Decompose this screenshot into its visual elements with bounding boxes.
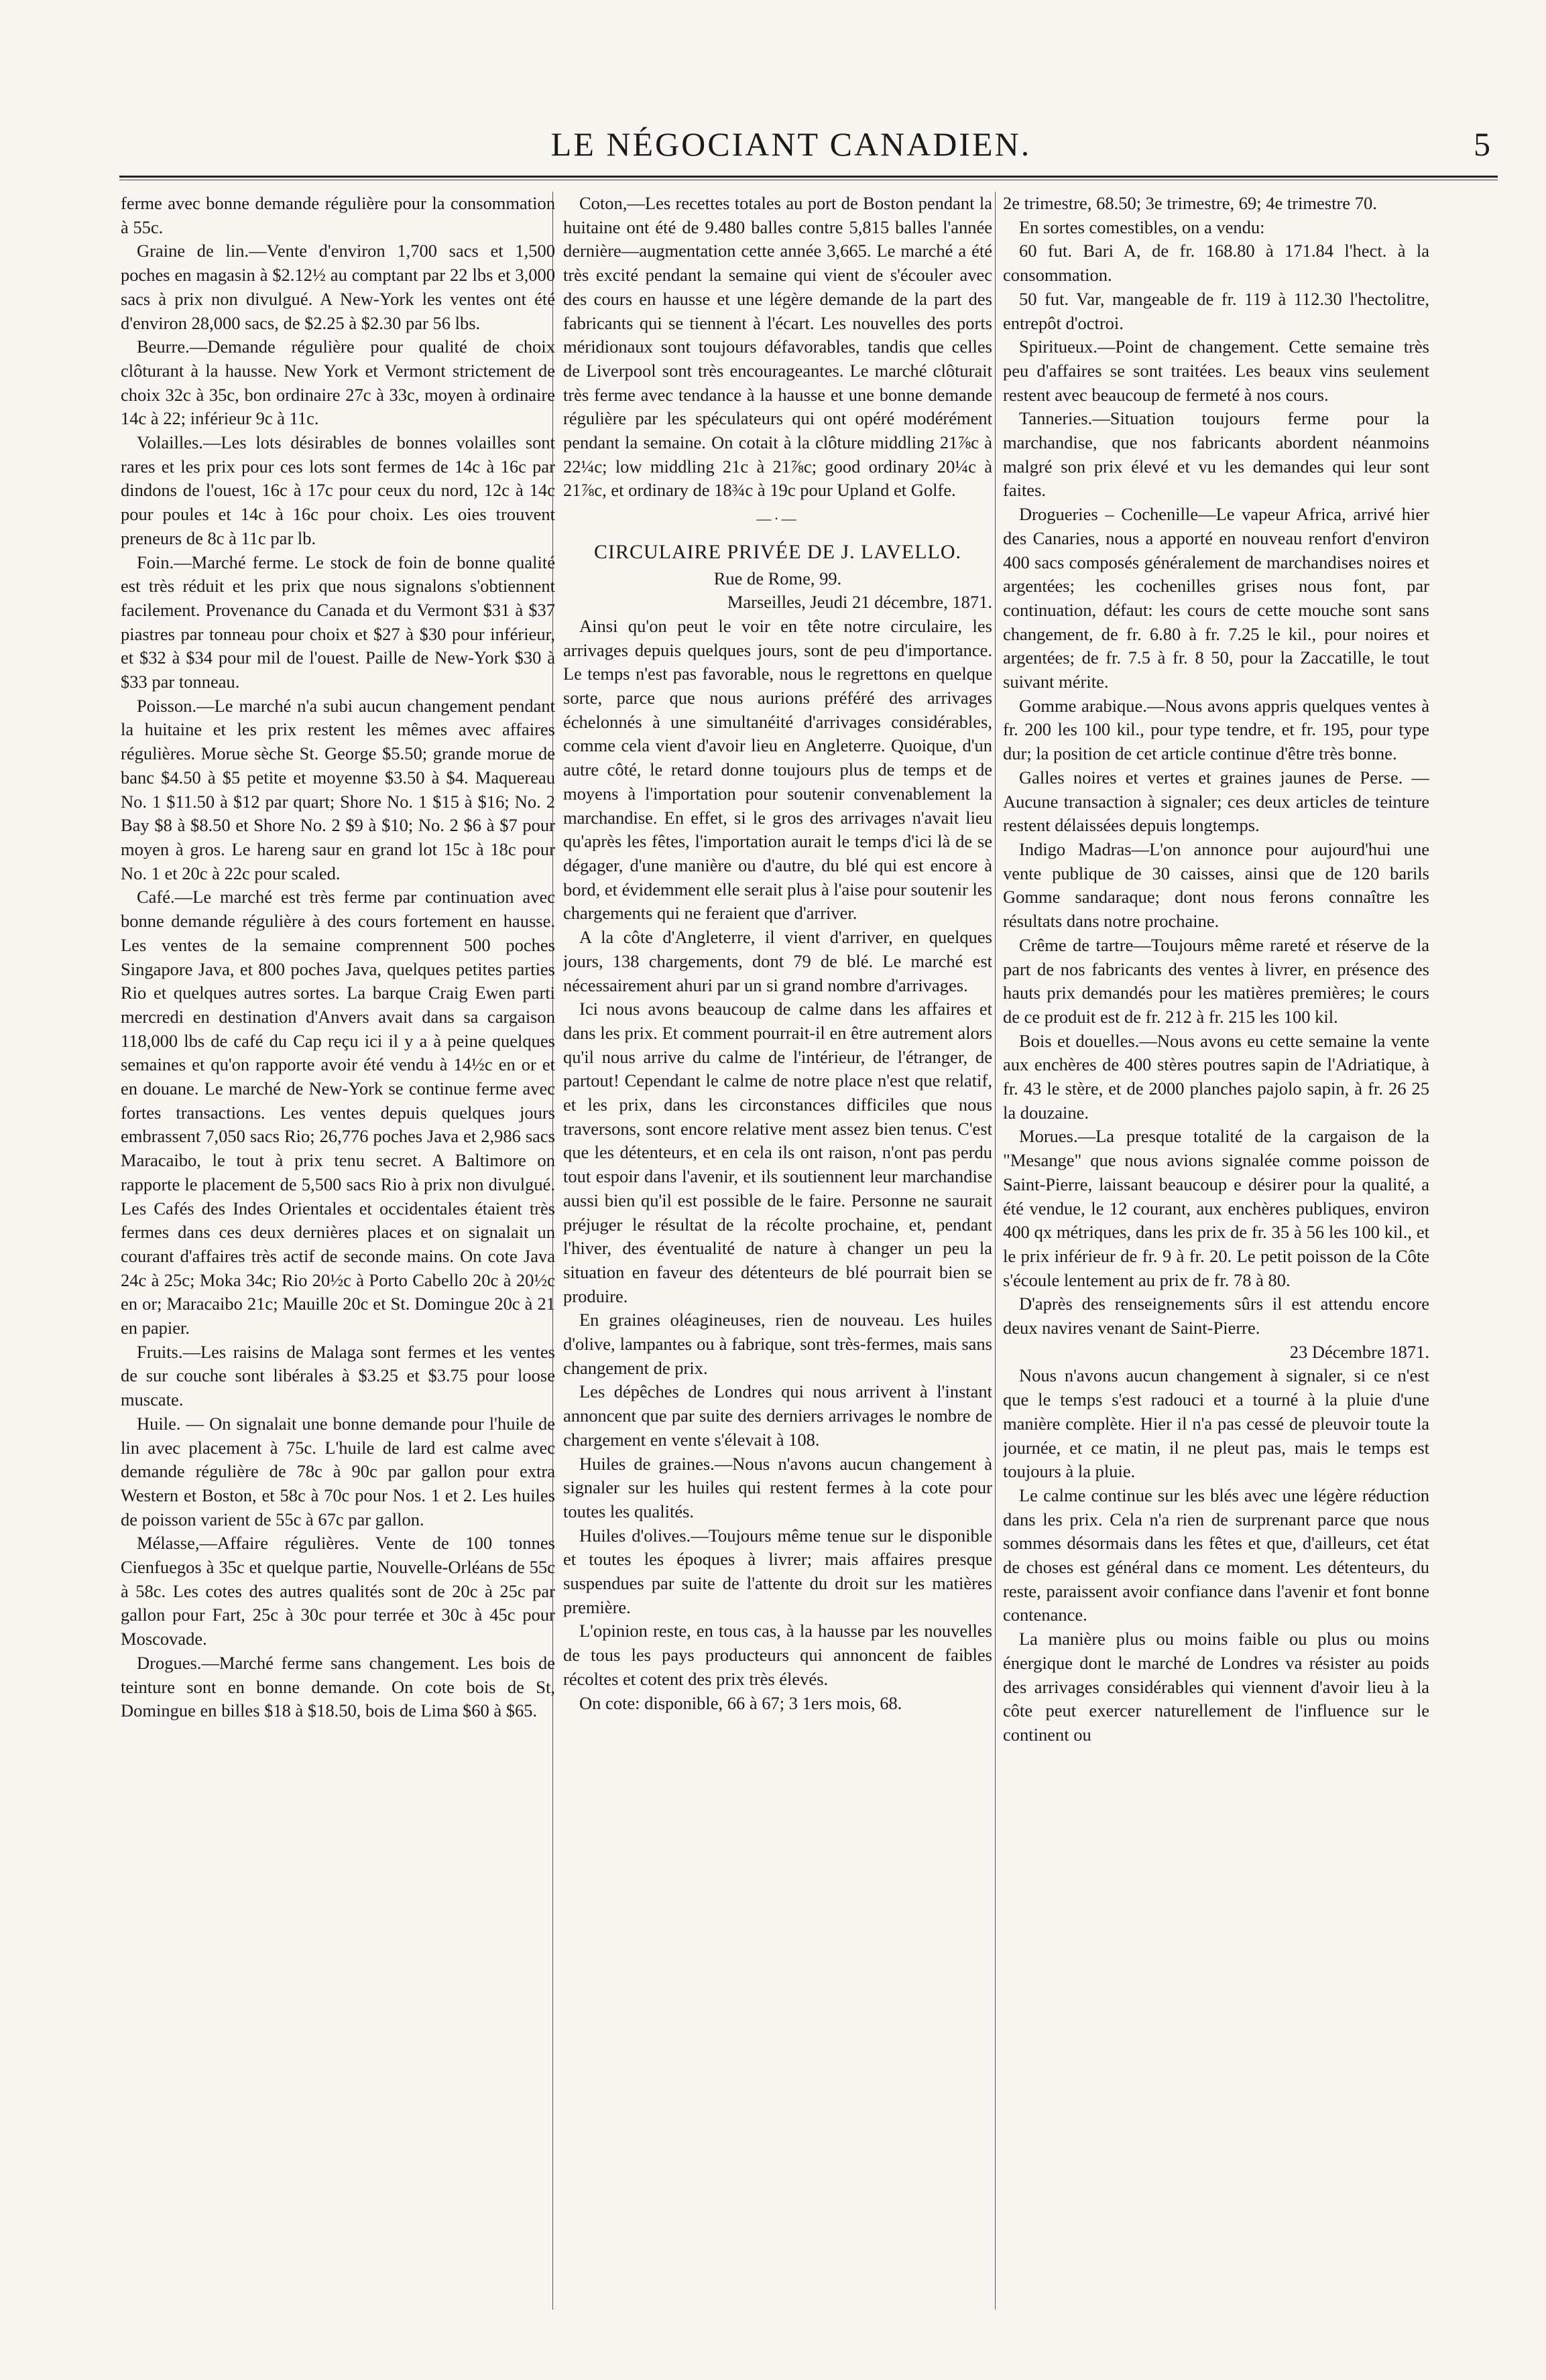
section-divider: —·— xyxy=(756,510,799,527)
column-2 xyxy=(563,192,992,2336)
paragraph-indigo: Indigo Madras—L'on annonce pour aujourd'hui une vente publique de 30 caisses, ainsi que de 120 barils Gomme sandaraque; dont nous ferons connaître les résultats dans notre prochaine. xyxy=(1003,838,1429,932)
paragraph-tanneries: Tanneries.—Situation toujours ferme pour la marchandise, que nos fabricants abordent néanmoins malgré son prix élevé et vu les demandes qui leur sont faites. xyxy=(1003,408,1429,501)
paragraph-coton: Coton,—Les recettes totales au port de Boston pendant la huitaine ont été de 9.480 balles contre 5,815 balles l'année dernière—augmentation cette année 3,665. Le marché a été très excité pendant la semaine qui vient de s'écouler avec des cours en hausse et une légère demande de la part des fabricants qui se tiennent à l'écart. Les nouvelles des ports méridionaux sont toujours défavorables, tandis que celles de Liverpool sont très encourageantes. Le marché clôturait très ferme avec tendance à la hausse et une bonne demande régulière par les spéculateurs qui ont opéré modérément pendant la semaine. On cotait à la clôture middling 21⅞c à 22¼c; low middling 21c à 21⅞c; good ordinary 20¼c à 21⅞c, et ordinary de 18¾c à 19c pour Upland et Golfe. xyxy=(563,193,992,501)
paragraph: La manière plus ou moins faible ou plus ou moins énergique dont le marché de Londres va résister au poids des arrivages considérables qui viennent d'avoir lieu à la côte peut exercer naturellement de l'influence sur le continent ou xyxy=(1003,1629,1429,1745)
newspaper-title: LE NÉGOCIANT CANADIEN. xyxy=(550,125,1032,163)
paragraph-drogueries: Drogueries – Cochenille—Le vapeur Africa, arrivé hier des Canaries, nous a apporté en nouveau renfort d'environ 400 sacs composés généralement de marchandises noires et argentées; les cochenilles grises nous font, par continuation, défaut: les cours de cette mouche sont sans changement, de fr. 6.80 à fr. 7.25 le kil., pour noires et argentées; de fr. 7.5 à fr. 8 50, pour la Zaccatille, le tout suivant mérite. xyxy=(1003,504,1429,692)
paragraph-melasse: Mélasse,—Affaire régulières. Vente de 100 tonnes Cienfuegos à 35c et quelque partie, Nouvelle-Orléans de 55c à 58c. Les cotes des autres qualités sont de 20c à 25c par gallon pour Fart, 25c à 30c pour terrée et 30c à 45c pour Moscovade. xyxy=(121,1533,555,1649)
paragraph: En sortes comestibles, on a vendu: xyxy=(1019,216,1265,237)
paragraph-huiles-d-olives: Huiles d'olives.—Toujours même tenue sur le disponible et toutes les époques à livrer; mais affaires presque suspendues par suite de l'attente du droit sur les matières première. xyxy=(563,1525,992,1617)
paragraph-graine-de-lin: Graine de lin.—Vente d'environ 1,700 sacs et 1,500 poches en magasin à $2.12½ au comptant par 22 lbs et 3,000 sacs à prix non divulgué. A New-York les ventes ont été d'environ 28,000 sacs, de $2.25 à $2.30 par 56 lbs. xyxy=(121,241,555,333)
paragraph: Ici nous avons beaucoup de calme dans les affaires et dans les prix. Et comment pourrait-il en être autrement alors qu'il nous arrive du calme de l'intérieur, de l'étranger, de partout! Cependant le calme de notre place n'est que relatif, et les prix, dans les circonstances difficiles que nous traversons, sont encore relative ment assez bien tenus. C'est que les détenteurs, et en cela ils ont raison, n'ont pas perdu tout espoir dans l'avenir, et ils soutiennent leur marchandise aussi bien qu'il est possible de le faire. Personne ne saurait préjuger le résultat de la récolte prochaine, et, pendant l'hiver, des éventualité de nature à changer un peu la situation en faveur des détenteurs de blé pourrait bien se produire. xyxy=(563,999,992,1306)
column-1 xyxy=(121,192,555,2336)
dateline: 23 Décembre 1871. xyxy=(1289,1341,1429,1362)
paragraph-poisson: Poisson.—Le marché n'a subi aucun changement pendant la huitaine et les prix restent les mêmes avec affaires régulières. Morue sèche St. George $5.50; grande morue de banc $4.50 à $5 petite et moyenne $3.50 à $4. Maquereau No. 1 $11.50 à $12 par quart; Shore No. 1 $15 à $16; No. 2 Bay $8 à $8.50 et Shore No. 2 $9 à $10; No. 2 $6 à $7 pour moyen à gros. Le hareng saur en grand lot 15c à 18c pour No. 1 et 20c à 22c pour scaled. xyxy=(121,695,555,883)
paragraph-huiles-de-graines: Huiles de graines.—Nous n'avons aucun changement à signaler sur les huiles qui restent fermes à la cote pour toutes les qualités. xyxy=(563,1453,992,1521)
page-number: 5 xyxy=(1474,125,1490,163)
paragraph: D'après des renseignements sûrs il est attendu encore deux navires venant de Saint-Pierre. xyxy=(1003,1294,1429,1338)
paragraph: 50 fut. Var, mangeable de fr. 119 à 112.30 l'hectolitre, entrepôt d'octroi. xyxy=(1003,288,1429,333)
circular-dateline: Marseilles, Jeudi 21 décembre, 1871. xyxy=(727,592,992,613)
paragraph: On cote: disponible, 66 à 67; 3 1ers mois, 68. xyxy=(579,1692,902,1713)
circular-address: Rue de Rome, 99. xyxy=(713,568,842,588)
page-header xyxy=(0,0,1546,174)
column-separator-2 xyxy=(995,192,996,2310)
paragraph: Le calme continue sur les blés avec une légère réduction dans les prix. Cela n'a rien de surprenant parce que nous sommes désormais dans les fêtes et que, d'ailleurs, cet état de choses est général dans ce moment. Les détenteurs, du reste, paraissent avoir confiance dans l'avenir et font bonne contenance. xyxy=(1003,1485,1429,1625)
paragraph: Les dépêches de Londres qui nous arrivent à l'instant annoncent que par suite des derniers arrivages le nombre de chargement en vente s'élevait à 108. xyxy=(563,1381,992,1450)
paragraph-beurre: Beurre.—Demande régulière pour qualité de choix clôturant à la hausse. New York et Vermont strictement de choix 32c à 35c, bon ordinaire 27c à 33c, moyen à ordinaire 14c à 22; inférieur 9c à 11c. xyxy=(121,336,555,429)
paragraph-creme-de-tartre: Crême de tartre—Toujours même rareté et réserve de la part de nos fabricants des ventes à livrer, en présence des hauts prix demandés pour les matières premières; le cours de ce produit est de fr. 212 à fr. 215 les 100 kil. xyxy=(1003,934,1429,1027)
paragraph: Ainsi qu'on peut le voir en tête notre circulaire, les arrivages depuis quelques jours, sont de peu d'importance. Le temps n'est pas favorable, nous le regrettons en quelque sorte, parce que nous aurions préféré des arrivages échelonnés à une simultanéité d'arrivages considérables, comme cela vient d'avoir lieu en Angleterre. Quoique, d'un autre côté, le retard donne toujours plus de temps et de moyens à l'importation pour soutenir convenablement la marchandise. En effet, si le gros des arrivages n'avait lieu qu'après les fêtes, l'importation aurait le temps d'ici là de se dégager, d'une manière ou d'autre, du blé qui est encore à bord, et évidemment elle serait plus à l'aise pour soutenir les chargements qui ne feraient que d'arriver. xyxy=(563,615,992,924)
paragraph-cafe: Café.—Le marché est très ferme par continuation avec bonne demande régulière à des cours fortement en hausse. Les ventes de la semaine comprennent 500 poches Singapore Java, et 800 poches Java, quelques petites parties Rio et quelques autres sortes. La barque Craig Ewen parti mercredi en destination d'Anvers avait dans sa cargaison 118,000 lbs de café du Cap reçu ici il y a à peine quelques semaines et qu'on rapporte avoir été vendu à 14½c en or et en douane. Le marché de New-York se continue ferme avec fortes transactions. Les ventes depuis quelques jours embrassent 7,050 sacs Rio; 26,776 poches Java et 2,986 sacs Maracaibo, le tout à prix tenu secret. A Baltimore on rapporte le placement de 5,500 sacs Rio à prix non divulgué. Les Cafés des Indes Orientales et occidentales étaient très fermes dans ces deux dernières places et on signalait un courant d'affaires très actif de seconde mains. On cote Java 24c à 25c; Moka 34c; Rio 20½c à Porto Cabello 20c à 20½c en or; Maracaibo 21c; Mauille 20c et St. Domingue 20c à 21 en papier. xyxy=(121,887,555,1338)
paragraph-spiritueux: Spiritueux.—Point de changement. Cette semaine très peu d'affaires se sont traitées. Les beaux vins seulement restent avec beaucoup de fermeté à nos cours. xyxy=(1003,336,1429,405)
paragraph: 2e trimestre, 68.50; 3e trimestre, 69; 4e trimestre 70. xyxy=(1003,193,1377,213)
paragraph-drogues: Drogues.—Marché ferme sans changement. Les bois de teinture sont en bonne demande. On cote bois de St, Domingue en billes $18 à $18.50, bois de Lima $60 à $65. xyxy=(121,1652,555,1721)
paragraph-galles: Galles noires et vertes et graines jaunes de Perse. — Aucune transaction à signaler; ces deux articles de teinture restent délaissées depuis longtemps. xyxy=(1003,767,1429,836)
paragraph: Nous n'avons aucun changement à signaler, si ce n'est que le temps s'est radouci et a tourné à la pluie d'une manière complète. Hier il n'a pas cessé de pleuvoir toute la journée, et ce matin, il ne pleut pas, mais le temps est toujours à la pluie. xyxy=(1003,1365,1429,1482)
paragraph: 60 fut. Bari A, de fr. 168.80 à 171.84 l'hect. à la consommation. xyxy=(1003,241,1429,286)
paragraph-fruits: Fruits.—Les raisins de Malaga sont fermes et les ventes de sur couche sont libérales à $3.25 et $3.75 pour loose muscate. xyxy=(121,1341,555,1410)
paragraph: A la côte d'Angleterre, il vient d'arriver, en quelques jours, 138 chargements, dont 79 de blé. Le marché est nécessairement ahuri par un si grand nombre d'arrivages. xyxy=(563,927,992,995)
column-3 xyxy=(1003,192,1429,2336)
paragraph-foin: Foin.—Marché ferme. Le stock de foin de bonne qualité est très réduit et les prix que nous signalons s'obtiennent facilement. Provenance du Canada et du Vermont $31 à $37 piastres par tonneau pour choix et $27 à $30 pour inférieur, et $32 à $34 pour mil de l'ouest. Paille de New-York $30 à $33 par tonneau. xyxy=(121,552,555,692)
header-rule xyxy=(119,176,1498,178)
paragraph-bois: Bois et douelles.—Nous avons eu cette semaine la vente aux enchères de 400 stères poutres sapin de l'Adriatique, à fr. 43 le stère, et de 2000 planches pajolo sapin, à fr. 26 25 la douzaine. xyxy=(1003,1030,1429,1123)
paragraph: L'opinion reste, en tous cas, à la hausse par les nouvelles de tous les pays producteurs qui annoncent de faibles récoltes et cotent des prix très élevés. xyxy=(563,1621,992,1689)
paragraph-gomme-arabique: Gomme arabique.—Nous avons appris quelques ventes à fr. 200 les 100 kil., pour type tendre, et fr. 195, pour type dur; la position de cet article continue d'être très bonne. xyxy=(1003,695,1429,764)
paragraph-volailles: Volailles.—Les lots désirables de bonnes volailles sont rares et les prix pour ces lots sont fermes de 14c à 16c par dindons de l'ouest, 16c à 17c pour ceux du nord, 12c à 14c pour poules et 14c à 16c pour choix. Les oies trouvent preneurs de 8c à 11c par lb. xyxy=(121,432,555,548)
circular-title: CIRCULAIRE PRIVÉE DE J. LAVELLO. xyxy=(593,540,962,563)
paragraph: ferme avec bonne demande régulière pour la consommation à 55c. xyxy=(121,193,555,237)
paragraph-huile: Huile. — On signalait une bonne demande pour l'huile de lin avec placement à 75c. L'huile de lard est calme avec demande régulière de 78c à 90c par gallon pour extra Western et Boston, et 58c à 70c pour Nos. 1 et 2. Les huiles de poisson varient de 55c à 67c par gallon. xyxy=(121,1413,555,1529)
paragraph-morues: Morues.—La presque totalité de la cargaison de la "Mesange" que nous avions signalée comme poisson de Saint-Pierre, laissant beaucoup e désirer pour la qualité, a été vendue, le 12 courant, aux enchères publiques, environ 400 qx métriques, dans les prix de fr. 35 à 56 les 100 kil., et le prix inférieur de fr. 9 à fr. 20. Le petit poisson de la Côte s'écoule lentement au prix de fr. 78 à 80. xyxy=(1003,1126,1429,1290)
paragraph: En graines oléagineuses, rien de nouveau. Les huiles d'olive, lampantes ou à fabrique, sont très-fermes, mais sans changement de prix. xyxy=(563,1310,992,1378)
